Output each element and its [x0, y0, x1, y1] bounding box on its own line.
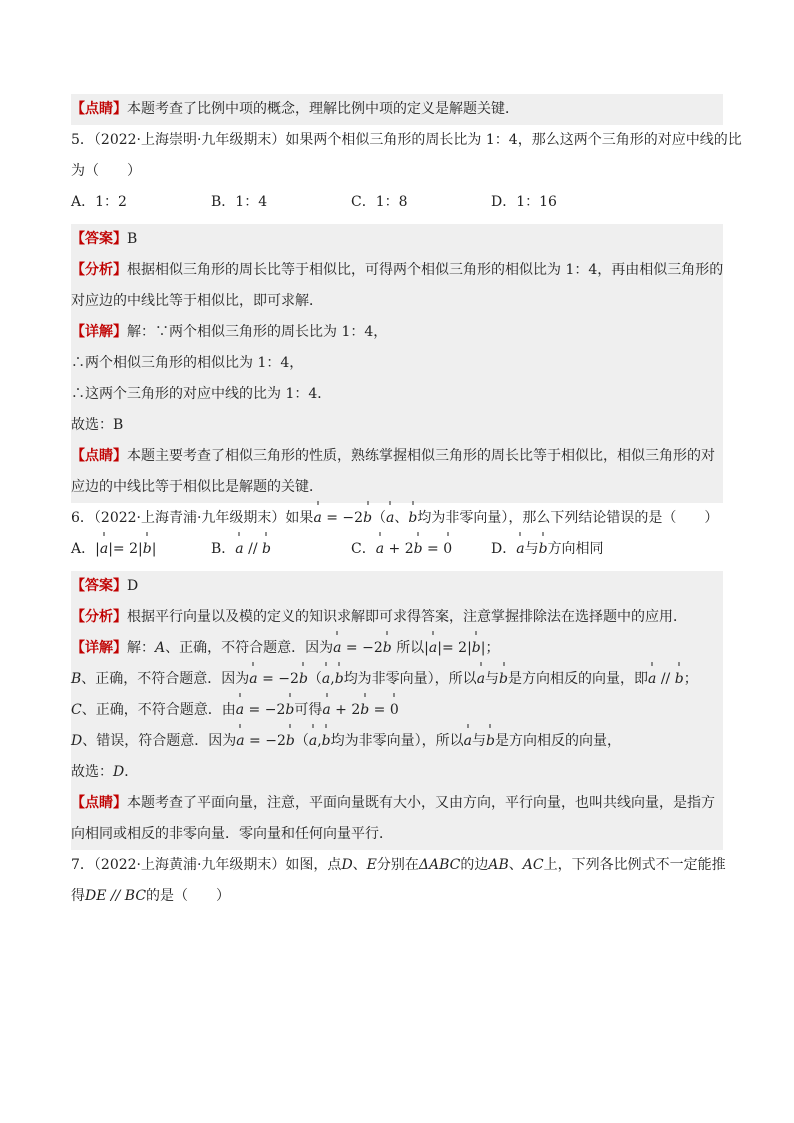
q6-stem-prefix: 6．（2022·上海青浦·九年级期末）如果 — [71, 510, 314, 526]
vector-b: b — [322, 726, 331, 757]
q6-option-d[interactable]: D．a与b方向相同 — [491, 534, 631, 565]
q5-answer — [71, 224, 723, 255]
vector-a: a — [477, 664, 485, 695]
q5-analysis-line2: 对应边的中线比等于相似比，即可求解． — [71, 286, 723, 317]
question-5 — [71, 125, 742, 503]
vector-b: b — [675, 664, 684, 695]
vector-a: a — [333, 633, 341, 664]
answer-value: B — [127, 231, 138, 247]
vector-b: b — [363, 503, 372, 534]
q6-option-b[interactable]: B．a // b — [211, 534, 351, 565]
vector-a: a — [309, 726, 317, 757]
q7-stem-line1: 7．（2022·上海黄浦·九年级期末）如图，点D、E分别在ΔABC的边AB、AC上，下列各比例式不一定能推 — [71, 857, 726, 873]
vector-a: a — [648, 664, 656, 695]
comment-text: 本题主要考查了相似三角形的性质，熟练掌握相似三角形的周长比等于相似比，相似三角形的对 — [127, 448, 715, 464]
vector-a: a — [322, 664, 330, 695]
vector-b: b — [360, 695, 369, 726]
q6-stem-suffix: 均为非零向量），那么下列结论错误的是（ ） — [417, 510, 719, 526]
comment-text: 本题考查了平面向量，注意，平面向量既有大小，又由方向，平行向量，也叫共线向量，是指方 — [127, 795, 715, 811]
vector-b: b — [299, 664, 308, 695]
vector-b: b — [383, 633, 392, 664]
q5-detail-line2: ∴两个相似三角形的相似比为 1：4， — [71, 348, 723, 379]
comment-tag: 【点睛】 — [71, 101, 127, 117]
comment-row — [71, 94, 723, 125]
q6-detail-a: 【详解】解：A、正确，不符合题意．因为a = −2b 所以|a|= 2|b|； — [71, 633, 723, 664]
q6-answer — [71, 571, 723, 602]
q6-option-c[interactable]: C．a + 2b = 0 — [351, 534, 491, 565]
vector-b: b — [472, 633, 481, 664]
vector-a: a — [386, 503, 394, 534]
analysis-tag: 【分析】 — [71, 262, 127, 278]
vector-b: b — [285, 695, 294, 726]
vector-b: b — [286, 726, 295, 757]
q7-stem-line2: 得DE // BC的是（ ） — [71, 888, 231, 904]
vector-a: a — [235, 534, 243, 565]
analysis-text: 根据平行向量以及模的定义的知识求解即可求得答案，注意掌握排除法在选择题中的应用． — [127, 609, 687, 625]
zero-vector: 0 — [390, 695, 399, 726]
answer-tag: 【答案】 — [71, 578, 127, 594]
q6-analysis — [71, 602, 723, 633]
answer-value: D — [127, 578, 139, 594]
analysis-text: 根据相似三角形的周长比等于相似比，可得两个相似三角形的相似比为 1：4，再由相似三角形的 — [127, 262, 724, 278]
q6-stem — [71, 503, 723, 534]
q5-option-c[interactable]: C．1：8 — [351, 194, 408, 210]
vector-a: a — [236, 726, 244, 757]
q6-choose: 故选：D． — [71, 757, 723, 788]
vector-a: a — [313, 503, 321, 534]
q6-options — [71, 534, 723, 565]
q5-detail-line3: ∴这两个三角形的对应中线的比为 1：4． — [71, 379, 723, 410]
vector-a: a — [249, 664, 257, 695]
zero-vector: 0 — [443, 534, 452, 565]
vector-b: b — [414, 534, 423, 565]
detail-text: 解：∵两个相似三角形的周长比为 1：4， — [127, 324, 388, 340]
vector-b: b — [486, 726, 495, 757]
vector-a: a — [464, 726, 472, 757]
vector-a: a — [516, 534, 524, 565]
vector-a: a — [322, 695, 330, 726]
vector-a: a — [376, 534, 384, 565]
vector-b: b — [335, 664, 344, 695]
comment-tag: 【点睛】 — [71, 448, 127, 464]
vector-b: b — [262, 534, 271, 565]
q5-comment-line2: 应边的中线比等于相似比是解题的关键． — [71, 472, 723, 503]
q6-detail-c: C、正确，不符合题意．由a = −2b可得a + 2b = 0 — [71, 695, 723, 726]
q5-comment-line1 — [71, 441, 723, 472]
q5-stem-line1: 5．（2022·上海崇明·九年级期末）如果两个相似三角形的周长比为 1：4，那么这两个三角形的对应中线的比 — [71, 132, 742, 148]
q6-comment-line2: 向相同或相反的非零向量．零向量和任何向量平行． — [71, 819, 723, 850]
q6-comment-line1 — [71, 788, 723, 819]
analysis-tag: 【分析】 — [71, 609, 127, 625]
vector-a: a — [236, 695, 244, 726]
q5-choose: 故选：B — [71, 410, 723, 441]
detail-tag: 【详解】 — [71, 640, 127, 656]
q6-option-a[interactable]: A．|a|= 2|b| — [71, 534, 211, 565]
vector-a: a — [429, 633, 437, 664]
vector-b: b — [143, 534, 152, 565]
q5-options — [71, 187, 723, 218]
document-page — [71, 94, 742, 912]
q5-analysis-line1 — [71, 255, 723, 286]
answer-tag: 【答案】 — [71, 231, 127, 247]
q6-detail-b: B、正确，不符合题意．因为a = −2b（a,b均为非零向量），所以a与b是方向相反的向量，即a // b； — [71, 664, 723, 695]
q6-detail-d: D、错误，符合题意．因为a = −2b（a,b均为非零向量），所以a与b是方向相反的向量， — [71, 726, 723, 757]
q5-option-a[interactable]: A．1：2 — [71, 194, 127, 210]
q5-option-b[interactable]: B．1：4 — [211, 194, 268, 210]
vector-b: b — [539, 534, 548, 565]
vector-b: b — [499, 664, 508, 695]
q5-option-d[interactable]: D．1：16 — [491, 194, 557, 210]
detail-tag: 【详解】 — [71, 324, 127, 340]
question-6 — [71, 503, 723, 850]
q5-detail-line1 — [71, 317, 723, 348]
q5-stem-line2: 为（ ） — [71, 163, 141, 179]
comment-tag: 【点睛】 — [71, 795, 127, 811]
vector-b: b — [408, 503, 417, 534]
vector-a: a — [100, 534, 108, 565]
q6-stem-eq: = −2 — [321, 510, 364, 526]
q6-stem-sep: 、 — [394, 510, 409, 526]
q6-stem-mid: （ — [372, 510, 387, 526]
comment-text: 本题考查了比例中项的概念，理解比例中项的定义是解题关键． — [127, 101, 519, 117]
question-7 — [71, 850, 726, 912]
